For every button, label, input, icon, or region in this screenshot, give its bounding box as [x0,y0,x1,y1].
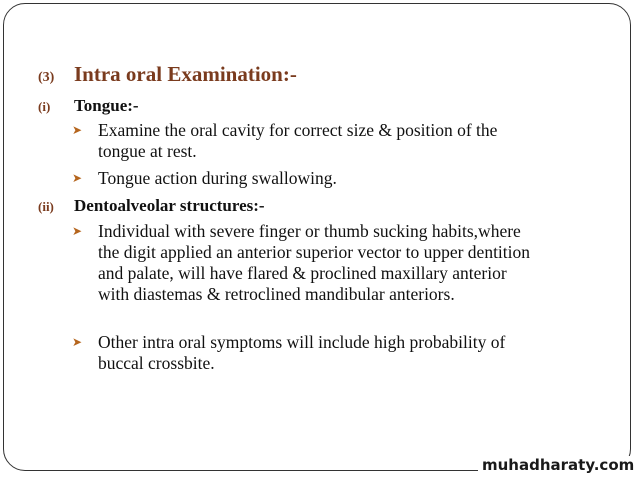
bullet-item [72,168,532,189]
bullet-text: Individual with severe finger or thumb sucking habits,where the digit applied an anterior superior vector to upper dentition and palate, will have flared & proclined maxillary anterior with diastemas & retroclined mandibular anteriors. [98,221,531,304]
watermark-logo: muhadharaty.com [478,456,638,474]
subsection-title: Dentoalveolar structures:- [74,196,265,215]
bullet-item [72,120,532,162]
bullet-item [72,221,532,305]
arrowhead-bullet-icon: ➤ [72,335,83,349]
arrowhead-bullet-icon: ➤ [72,171,83,185]
bullet-text: Examine the oral cavity for correct size & position of the tongue at rest. [98,120,498,161]
subsection-number: (ii) [38,199,54,214]
section-heading [38,62,297,87]
subsection-dentoalveolar [38,196,265,216]
section-number: (3) [38,70,55,85]
subsection-tongue [38,96,139,116]
subsection-number: (i) [38,99,51,114]
bullet-item [72,332,532,374]
section-title: Intra oral Examination:- [74,62,297,86]
bullet-text: Tongue action during swallowing. [98,168,337,188]
arrowhead-bullet-icon: ➤ [72,224,83,238]
arrowhead-bullet-icon: ➤ [72,123,83,137]
bullet-text: Other intra oral symptoms will include high probability of buccal crossbite. [98,332,506,373]
subsection-title: Tongue:- [74,96,139,115]
